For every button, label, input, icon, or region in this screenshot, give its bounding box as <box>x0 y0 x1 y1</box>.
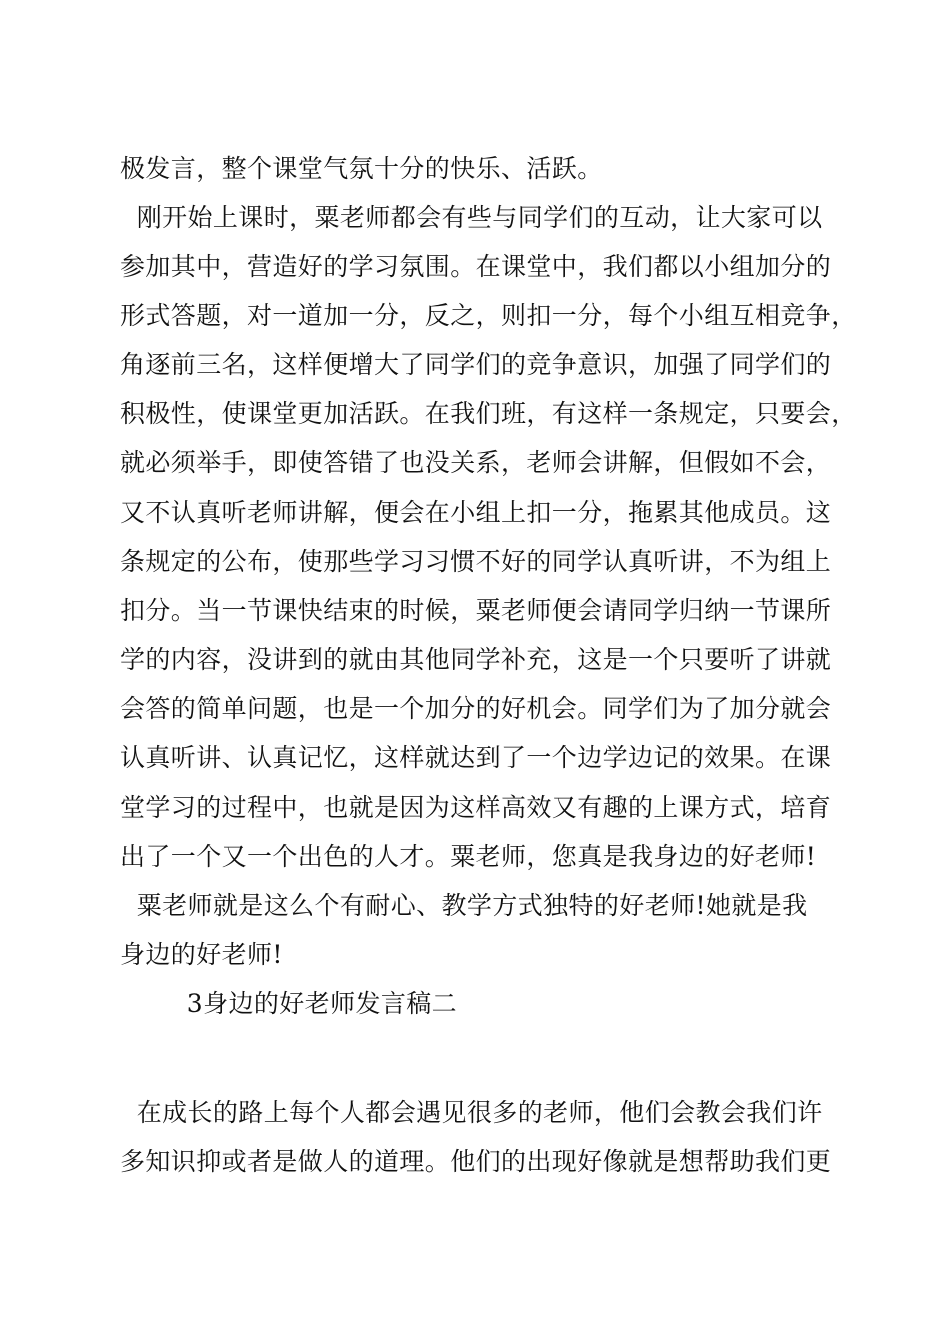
text-line: 条规定的公布，使那些学习习惯不好的同学认真听讲，不为组上 <box>120 547 832 576</box>
text-line: 多知识抑或者是做人的道理。他们的出现好像就是想帮助我们更 <box>120 1147 832 1176</box>
text-line: 粟老师就是这么个有耐心、教学方式独特的好老师!她就是我 <box>120 891 808 920</box>
text-line: 认真听讲、认真记忆，这样就达到了一个边学边记的效果。在课 <box>120 743 832 772</box>
text-line: 极发言，整个课堂气氛十分的快乐、活跃。 <box>120 154 603 183</box>
text-line: 在成长的路上每个人都会遇见很多的老师，他们会教会我们许 <box>120 1098 823 1127</box>
text-line: 参加其中，营造好的学习氛围。在课堂中，我们都以小组加分的 <box>120 252 832 281</box>
text-line: 扣分。当一节课快结束的时候，粟老师便会请同学归纳一节课所 <box>120 596 832 625</box>
text-line: 角逐前三名，这样便增大了同学们的竞争意识，加强了同学们的 <box>120 350 832 379</box>
text-line: 积极性，使课堂更加活跃。在我们班，有这样一条规定，只要会， <box>120 399 857 428</box>
text-line: 学的内容，没讲到的就由其他同学补充，这是一个只要听了讲就 <box>120 645 832 674</box>
text-line: 又不认真听老师讲解，便会在小组上扣一分，拖累其他成员。这 <box>120 498 832 527</box>
text-line: 就必须举手，即使答错了也没关系，老师会讲解，但假如不会， <box>120 448 832 477</box>
text-line: 身边的好老师! <box>120 940 283 969</box>
section-heading: 3身边的好老师发言稿二 <box>120 989 458 1018</box>
text-line: 刚开始上课时，粟老师都会有些与同学们的互动，让大家可以 <box>120 203 823 232</box>
text-line: 会答的简单问题，也是一个加分的好机会。同学们为了加分就会 <box>120 694 832 723</box>
text-line: 堂学习的过程中，也就是因为这样高效又有趣的上课方式，培育 <box>120 793 832 822</box>
text-line: 形式答题，对一道加一分，反之，则扣一分，每个小组互相竞争， <box>120 301 857 330</box>
text-line: 出了一个又一个出色的人才。粟老师，您真是我身边的好老师! <box>120 842 817 871</box>
